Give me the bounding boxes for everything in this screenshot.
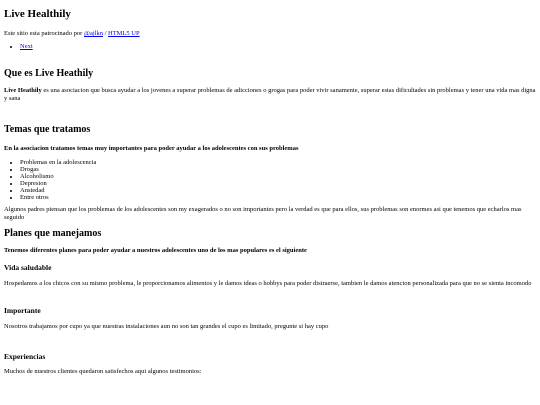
nav-list: [4, 43, 536, 51]
topics-title: Temas que tratamos: [4, 124, 91, 135]
topics-text: Algunos padres piensan que los problemas de los adolescentes son my exagerados o no son importantes pero la verdad es que para ellos, sus problemas son enormes asi que tenemos que echarlos mas seguido: [4, 206, 522, 221]
topics-subtitle: En la asociacion tratamos temas muy importantes para poder ayudar a los adolescentes con sus problemas: [4, 145, 299, 152]
next-link[interactable]: Next: [20, 42, 33, 50]
about-brand: Live Heathily: [4, 87, 42, 94]
list-item: • Drogas: [20, 166, 536, 173]
list-item: • Alcoholismo: [20, 173, 536, 180]
vida-text: Hospedamos a los chicos con su mismo problema, le proporcionamos alimentos y le damos ideas o hobbys para poder distraerse, tambien le damos atencion personalizada para que no se sienta incomodo: [4, 279, 532, 287]
experiences-text: Muchos de nuestros clientes quedaron satisfechos aqui algunos testimonios:: [4, 367, 202, 375]
sponsor-link[interactable]: @ajlkn: [83, 30, 103, 37]
sponsor-line: [4, 30, 536, 38]
important-text: Nosotros trabajamos por cupo ya que nuestras instalaciones aun no son tan grandes el cupo es limitado, pregunte si hay cupo: [4, 323, 329, 331]
experiences-title: Experiencias: [4, 351, 46, 361]
site-title: Live Healthily: [4, 8, 71, 20]
list-item: • Depresion: [20, 180, 536, 187]
list-item: • Ansiedad: [20, 187, 536, 194]
nav-item-next: [20, 43, 536, 51]
vida-title: Vida saludable: [4, 262, 52, 272]
list-item: • Entre otros: [20, 194, 536, 201]
about-text: [4, 87, 536, 102]
sponsor-separator: /: [102, 30, 109, 37]
important-title: Importante: [4, 306, 41, 316]
template-link[interactable]: HTML5 UP: [108, 30, 140, 37]
topics-list: [4, 159, 536, 202]
list-item: • Problemas en la adolescencia: [20, 159, 536, 166]
about-description: es una asociacion que busca ayudar a los jovenes a superar problemas de adicciones o grogas para poder vivir sanamente, superar estas dificultades sin problemas y tener una vida mas digna y sana: [4, 87, 536, 102]
plans-title: Planes que manejamos: [4, 228, 102, 240]
sponsor-text: Este sitio esta patrocinado por: [4, 30, 84, 37]
about-title: Que es Live Heathily: [4, 68, 94, 79]
plans-subtitle: Tenemos diferentes planes para poder ayudar a nuestros adolescentes uno de los mas populares es el siguiente: [4, 247, 307, 255]
